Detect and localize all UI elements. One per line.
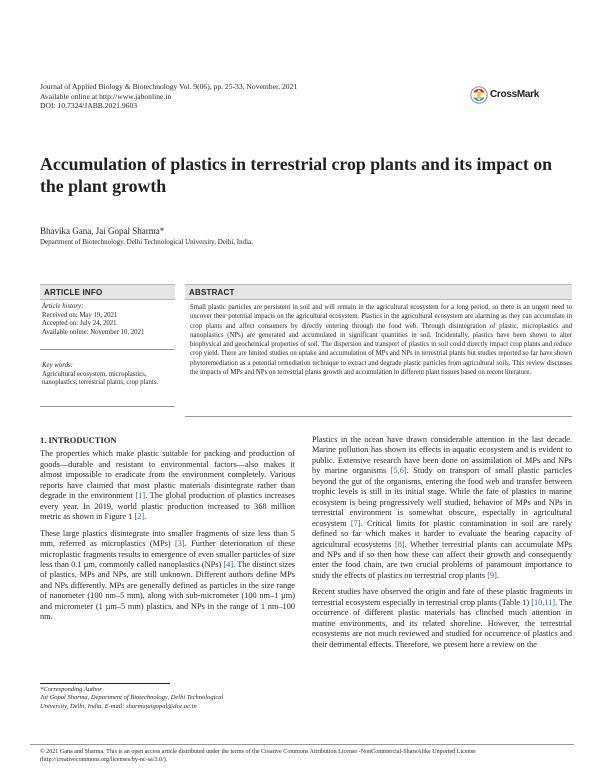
body-column-right xyxy=(312,435,572,656)
text-run: . Further deterioration of these microplastic fragments results in emergence of even smaller particles of size less than 0.1 µm, commonly called nanoplastics (NPs) xyxy=(40,539,295,569)
citation-link[interactable]: [3] xyxy=(174,539,185,549)
text-run: . Whether terrestrial plants can accumulate MPs and NPs and if so then how these can affect their growth and consequently enter the food chain, are two crucial problems of paramount importance to study the effects of plastics on terrestrial crop plants xyxy=(312,539,572,580)
citation-link[interactable]: [2] xyxy=(134,512,145,522)
text-run: Plastics in the ocean have drawn considerable attention in the last decade. Marine pollution has shown its effects in aquatic ecosystem and is evident to public. Extensive research have been done on assimilation of MPs and NPs by marine organisms xyxy=(312,435,572,476)
abstract-header xyxy=(185,284,572,300)
license-footer: © 2021 Gana and Sharma. This is an open access article distributed under the terms of the Creative Commons Attribution License -NonCommercial-ShareAlike Unported License (http://creativecommons.org/licenses/by-nc-sa/3.0/). xyxy=(40,749,476,763)
citation-link[interactable]: [1] xyxy=(135,491,146,501)
text-run: . xyxy=(144,512,147,522)
crossmark-label: CrossMark xyxy=(490,89,539,100)
journal-header xyxy=(40,82,460,111)
paragraph xyxy=(40,529,295,623)
footnote-divider xyxy=(40,683,170,684)
article-authors: Bhavika Gana, Jai Gopal Sharma* xyxy=(40,226,165,236)
paragraph xyxy=(312,587,572,650)
article-history xyxy=(42,303,177,337)
text-run: . The distinct sizes of plastics, MPs and NPs, are still unknown. Different authors define MPs and NPs differently. MPs are generally defined as particles in the size range of nanometer (100 nm–5 mm), along with sub-micrometer (100 nm–1 µm) and micrometer (1 µm–5 mm) plastics, and NPs in the range of 1 nm–100 nm. xyxy=(40,559,295,622)
text-run: . Critical limits for plastic contamination in soil are rarely defined so far which makes it harder to evaluate the bearing capacity of agricultural ecosystems xyxy=(312,518,572,549)
article-info-divider xyxy=(40,349,175,350)
citation-link[interactable]: [8] xyxy=(394,539,405,549)
abstract-text: Small plastic particles are persistent in soil and will remain in the agricultural ecosystem for a long period, so there is an urgent need to uncover their potential impacts on the agricultural ecosystem. Plastics in the agricultural ecosystem are alarming as they can accumulate in crop plants and affect consumers by directly entering through the food web. Through disintegration of plastic, microplastics and nanoplastics (NPs) are generated and accumulated in significant quantities in soil. Incidentally, plastics have been shown to alter biophysical and geochemical properties of soil. The dispersion and transport of plastics in soil could directly impact crop plants and reduce crop yield. There are limited studies on uptake and accumulation of MPs and NPs in terrestrial plants but studies reported so far have shown phytoremediation as a potential remediation technique to extract and degrade plastic particles from agricultural soils. This review discusses the impacts of MPs and NPs on terrestrial plants growth and accumulation in different plant tissues based on recent literature. xyxy=(190,304,572,377)
text-run: . The global production of plastics increases every year. In 2019, world plastic production increased to 368 million metric as shown in Figure 1 xyxy=(40,491,296,522)
text-run: These large plastics disintegrate into smaller fragments of size less than 5 mm, referred as microplastics (MPs) xyxy=(40,528,295,549)
citation-link[interactable]: [4] xyxy=(223,559,234,569)
article-info-header xyxy=(40,284,175,300)
corresponding-line-2: University, Delhi, India. E-mail: sharmajaigopal@dce.ac.in xyxy=(40,702,197,710)
keywords-label: Key words: xyxy=(42,362,73,369)
author-affiliation: Department of Biotechnology, Delhi Technological University, Delhi, India. xyxy=(40,238,253,246)
keywords-block xyxy=(42,362,177,388)
corresponding-label: *Corresponding Author xyxy=(40,686,102,693)
text-run: Recent studies have observed the origin and fate of these plastic fragments in terrestrial ecosystem especially in terrestrial crop plants (Table 1) xyxy=(312,587,572,607)
accepted-date: Accepted on: July 24, 2021 xyxy=(42,320,117,328)
footer-divider xyxy=(30,744,574,745)
citation-link[interactable]: [5,6] xyxy=(390,466,407,476)
paragraph xyxy=(40,449,295,522)
text-run: The properties which make plastic suitable for packing and production of goods—durable and resistant to environmental factors—also makes it almost impossible to eradicate from the environment completely. Various reports have claimed that most plastic materials disintegrate rather than degrade in the environment xyxy=(40,449,295,501)
text-run: . xyxy=(496,570,499,580)
article-info-bottom-divider xyxy=(40,406,175,407)
citation-link[interactable]: [9] xyxy=(487,570,497,580)
text-run: . The occurrence of different plastic materials has clinched much attention in marine environments, and its related shoreline. However, the terrestrial ecosystems are not much reviewed and studied for occurrence of plastics and their detrimental effects. Therefore, we present here a review on the xyxy=(312,597,572,649)
journal-url[interactable]: Available online at http://www.jabonline.in xyxy=(40,91,172,101)
abstract-divider xyxy=(185,416,572,417)
article-title: Accumulation of plastics in terrestrial crop plants and its impact on the plant growth xyxy=(40,154,553,196)
citation-link[interactable]: [7] xyxy=(350,518,361,528)
crossmark-icon xyxy=(470,86,488,104)
text-run: . Study on transport of small plastic particles beyond the gut of the organisms, entering the food web and transfer between trophic levels is still in its initial stage. While the fate of plastics in marine ecosystem is being progressively well studied, behavior of MPs and NPs in terrestrial environment is somewhat obscure, especially in agricultural ecosystem xyxy=(312,466,572,528)
corresponding-line-1: Jai Gopal Sharma, Department of Biotechnology, Delhi Technological xyxy=(40,694,224,702)
crossmark-badge[interactable] xyxy=(470,86,562,104)
keywords-list: Agricultural ecosystem, microplastics, nanoplastics, terrestrial plants, crop plants. xyxy=(42,370,159,387)
paragraph xyxy=(312,435,572,581)
article-info-heading: ARTICLE INFO xyxy=(44,288,103,297)
doi[interactable]: DOI: 10.7324/JABB.2021.9603 xyxy=(40,101,138,111)
history-label: Article history: xyxy=(42,303,84,310)
section-heading-introduction: 1. INTRODUCTION xyxy=(40,435,117,445)
journal-citation: Journal of Applied Biology & Biotechnology Vol. 9(06), pp. 25-33, November, 2021 xyxy=(40,82,298,91)
received-date: Received on: May 19, 2021 xyxy=(42,311,118,319)
available-date: Available online: November 10, 2021 xyxy=(42,328,145,336)
body-column-left xyxy=(40,435,295,629)
abstract-heading: ABSTRACT xyxy=(189,288,235,297)
citation-link[interactable]: [10,11] xyxy=(531,597,556,607)
corresponding-author xyxy=(40,686,295,711)
